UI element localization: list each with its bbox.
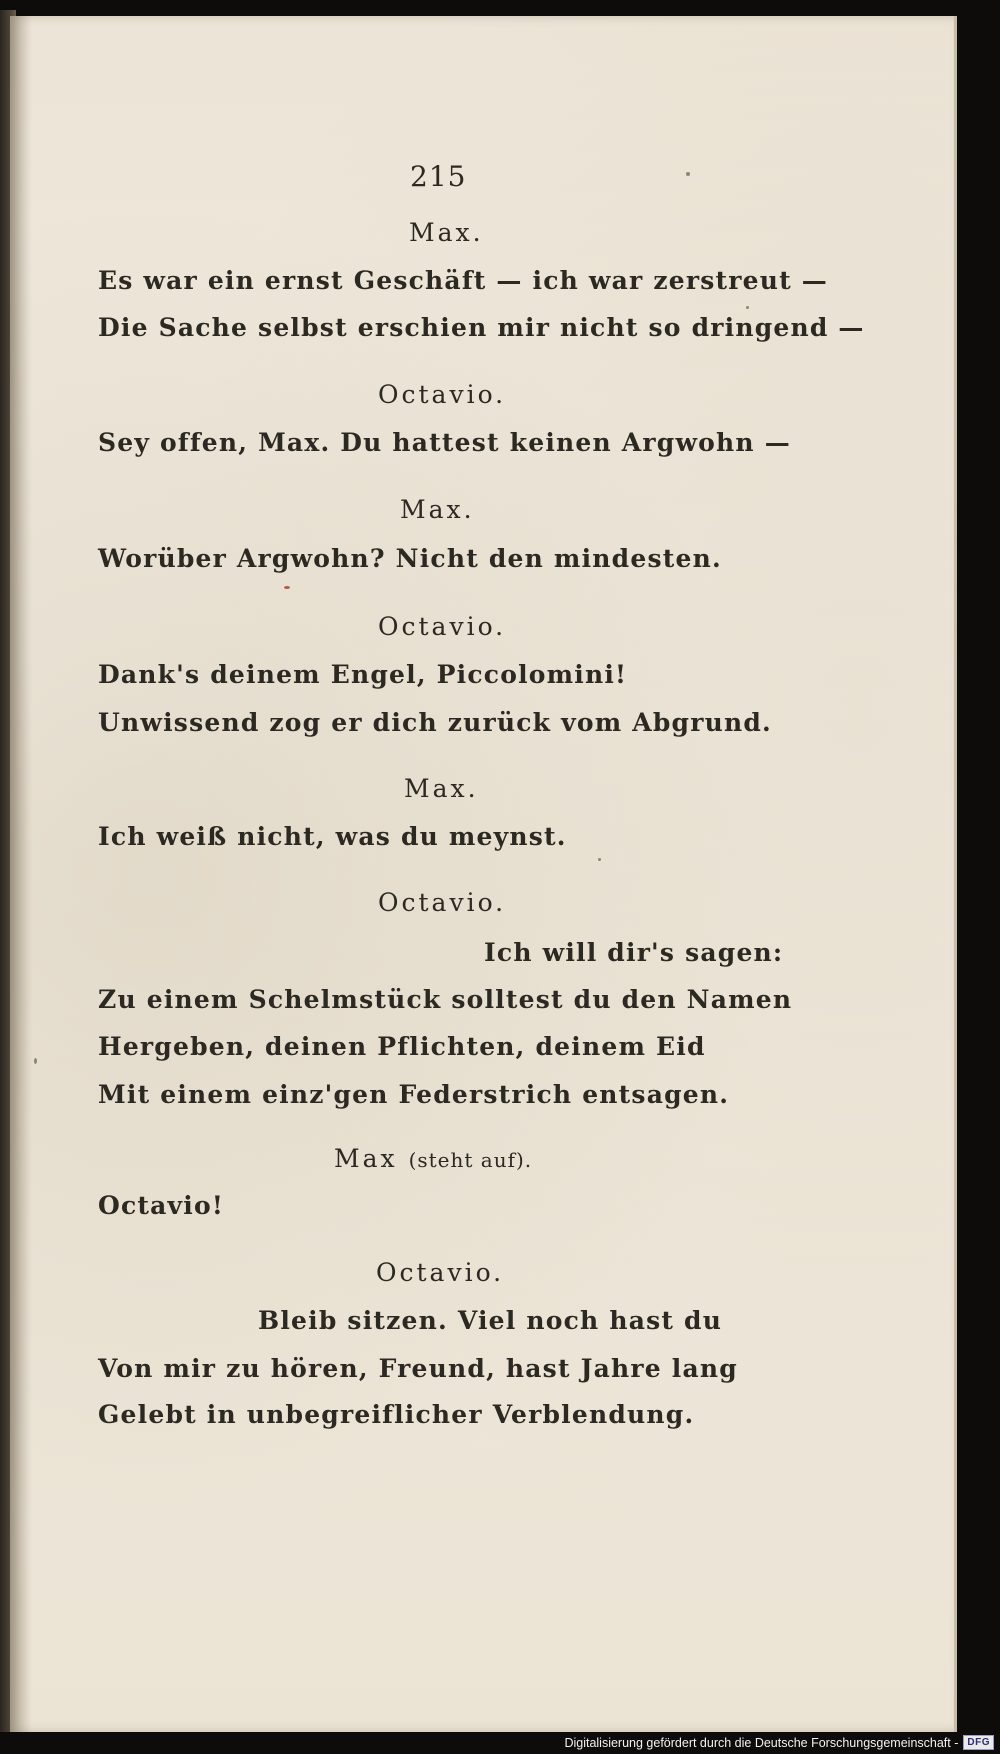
- page-gutter-shadow: [10, 16, 32, 1732]
- verse-line: Zu einem Schelmstück solltest du den Namen: [98, 985, 793, 1014]
- verse-line: Sey offen, Max. Du hattest keinen Argwohn —: [98, 428, 791, 457]
- verse-line: Dank's deinem Engel, Piccolomini!: [98, 660, 628, 689]
- verse-line: Mit einem einz'gen Federstrich entsagen.: [98, 1080, 730, 1109]
- verse-line: Es war ein ernst Geschäft — ich war zerstreut —: [98, 266, 828, 295]
- paper-speck: [598, 858, 601, 861]
- speaker-max: Max.: [400, 495, 475, 524]
- dfg-logo: DFG: [963, 1735, 994, 1750]
- speaker-max-with-stage-direction: [334, 1144, 532, 1173]
- speaker-octavio: Octavio.: [376, 1258, 505, 1287]
- verse-line: Von mir zu hören, Freund, hast Jahre lang: [98, 1354, 738, 1383]
- credit-text: Digitalisierung gefördert durch die Deutsche Forschungsgemeinschaft -: [564, 1735, 959, 1750]
- speaker-max: Max.: [404, 774, 479, 803]
- verse-line: Bleib sitzen. Viel noch hast du: [258, 1306, 723, 1335]
- paper-speck: [746, 306, 749, 309]
- speaker-name: Max: [334, 1144, 398, 1173]
- speaker-octavio: Octavio.: [378, 380, 507, 409]
- verse-line: Ich will dir's sagen:: [484, 938, 784, 967]
- stage-direction: (steht auf).: [408, 1148, 533, 1172]
- verse-line: Die Sache selbst erschien mir nicht so dringend —: [98, 313, 865, 342]
- speaker-max: Max.: [409, 218, 484, 247]
- digitization-credit: [564, 1735, 994, 1750]
- verse-line: Gelebt in unbegreiflicher Verblendung.: [98, 1400, 695, 1429]
- verse-line: Unwissend zog er dich zurück vom Abgrund.: [98, 708, 772, 737]
- paper-speck: [34, 1058, 37, 1064]
- paper-speck: [284, 586, 290, 589]
- verse-line: Ich weiß nicht, was du meynst.: [98, 822, 567, 851]
- speaker-octavio: Octavio.: [378, 612, 507, 641]
- speaker-octavio: Octavio.: [378, 888, 507, 917]
- paper-speck: [686, 172, 690, 176]
- verse-line: Octavio!: [98, 1191, 225, 1220]
- verse-line: Worüber Argwohn? Nicht den mindesten.: [98, 544, 722, 573]
- page-number: 215: [410, 160, 467, 193]
- verse-line: Hergeben, deinen Pflichten, deinem Eid: [98, 1032, 706, 1061]
